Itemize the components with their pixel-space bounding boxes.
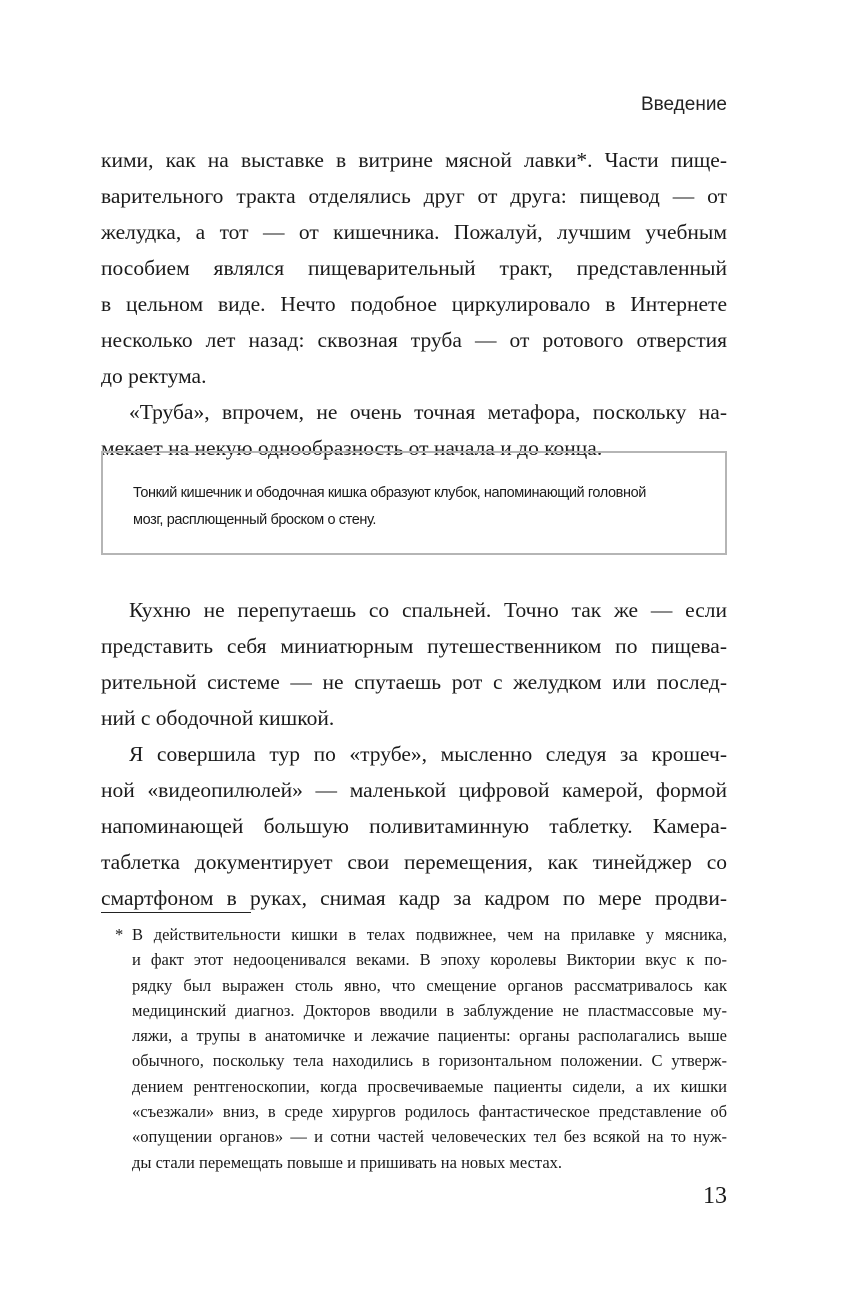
text-line: Я совершила тур по «трубе», мысленно следуя за крошеч- — [129, 742, 727, 766]
footnote-line: ляжи, а трупы в анатомичке и лежачие пациенты: органы располагались выше — [132, 1026, 727, 1046]
callout-text — [133, 480, 646, 534]
text-line: до ректума. — [101, 364, 207, 388]
text-line: ний с ободочной кишкой. — [101, 706, 335, 730]
paragraph-3 — [101, 592, 727, 736]
footnote — [132, 922, 727, 1175]
page-number: 13 — [703, 1183, 727, 1209]
text-line: Кухню не перепутаешь со спальней. Точно так же — если — [129, 598, 727, 622]
footnote-line: В действительности кишки в телах подвижнее, чем на прилавке у мясника, — [132, 925, 727, 944]
text-line: ной «видеопилюлей» — маленькой цифровой камерой, формой — [101, 778, 727, 802]
paragraph-1 — [101, 142, 727, 394]
text-line: «Труба», впрочем, не очень точная метафора, поскольку на- — [129, 400, 727, 424]
footnote-line: дением рентгеноскопии, когда просвечиваемые пациенты сидели, а их кишки — [132, 1076, 727, 1096]
footnote-line: обычного, поскольку тела находились в горизонтальном положении. С утверж- — [132, 1051, 727, 1071]
paragraph-4 — [101, 736, 727, 916]
callout-box — [101, 451, 727, 555]
callout-line: Тонкий кишечник и ободочная кишка образуют клубок, напоминающий головной — [133, 485, 646, 501]
text-line: желудка, а тот — от кишечника. Пожалуй, лучшим учебным — [101, 220, 727, 244]
callout-line: мозг, расплющенный броском о стену. — [133, 512, 377, 528]
footnote-marker: * — [115, 925, 124, 944]
text-line: рительной системе — не спутаешь рот с желудком или послед- — [101, 670, 727, 694]
text-line: варительного тракта отделялись друг от друга: пищевод — от — [101, 184, 727, 208]
text-line: пособием являлся пищеварительный тракт, представленный — [101, 256, 727, 280]
text-line: в цельном виде. Нечто подобное циркулировало в Интернете — [101, 292, 727, 316]
text-line: смартфоном в руках, снимая кадр за кадром по мере продви- — [101, 886, 727, 910]
text-line: таблетка документирует свои перемещения, как тинейджер со — [101, 850, 727, 874]
footnote-divider — [101, 912, 251, 913]
text-line: кими, как на выставке в витрине мясной лавки*. Части пище- — [101, 148, 727, 172]
footnote-line: медицинский диагноз. Докторов вводили в заблуждение не пластмассовые му- — [132, 1000, 727, 1020]
footnote-line: и факт этот недооценивался веками. В эпоху королевы Виктории вкус к по- — [132, 950, 727, 970]
text-line: несколько лет назад: сквозная труба — от ротового отверстия — [101, 328, 727, 352]
running-header: Введение — [640, 94, 727, 115]
footnote-line: «опущении органов» — и сотни частей человеческих тел без всякой на то нуж- — [132, 1127, 727, 1147]
footnote-line: ды стали перемещать повыше и пришивать на новых местах. — [132, 1152, 563, 1172]
footnote-line: «съезжали» вниз, в среде хирургов родилось фантастическое представление об — [132, 1102, 727, 1122]
text-line: представить себя миниатюрным путешественником по пищева- — [101, 634, 727, 658]
text-line: напоминающей большую поливитаминную таблетку. Камера- — [101, 814, 727, 838]
text-line: мекает на некую однообразность от начала и до конца. — [101, 436, 603, 460]
footnote-line: рядку был выражен столь явно, что смещение органов рассматривалось как — [132, 975, 727, 995]
